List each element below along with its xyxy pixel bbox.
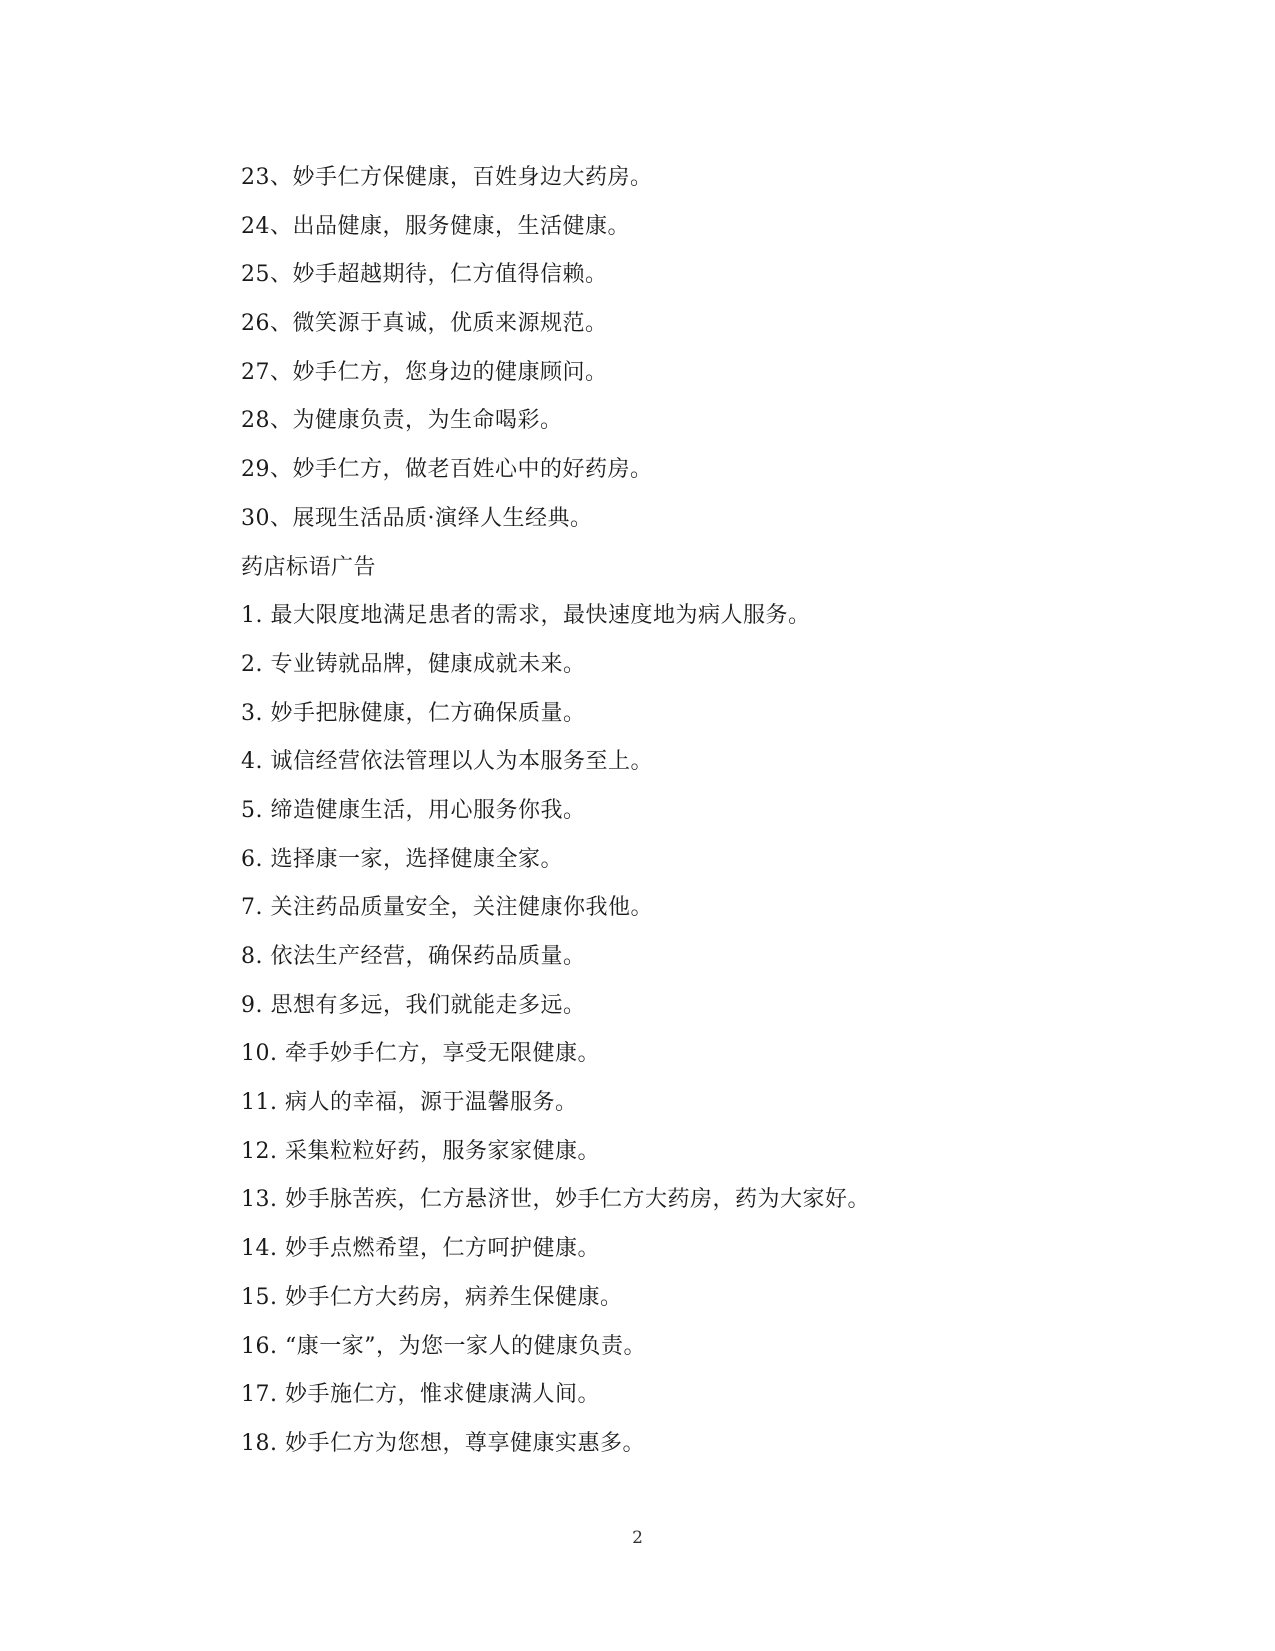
- text-line: 29、妙手仁方，做老百姓心中的好药房。: [241, 457, 653, 483]
- text-line: 7. 关注药品质量安全，关注健康你我他。: [241, 895, 653, 921]
- text-line: 27、妙手仁方，您身边的健康顾问。: [241, 359, 608, 385]
- text-line: 4. 诚信经营依法管理以人为本服务至上。: [241, 749, 653, 775]
- text-line: 5. 缔造健康生活，用心服务你我。: [241, 797, 586, 823]
- page-number: 2: [632, 1528, 643, 1548]
- text-line: 3. 妙手把脉健康，仁方确保质量。: [241, 700, 586, 726]
- text-line: 25、妙手超越期待，仁方值得信赖。: [241, 262, 608, 288]
- text-line: 23、妙手仁方保健康，百姓身边大药房。: [241, 165, 653, 190]
- text-line: 1. 最大限度地满足患者的需求，最快速度地为病人服务。: [241, 603, 811, 629]
- text-line: 17. 妙手施仁方，惟求健康满人间。: [241, 1382, 600, 1408]
- section-heading: 药店标语广告: [241, 554, 377, 580]
- text-line: 16. “康一家”，为您一家人的健康负责。: [241, 1333, 646, 1359]
- text-line: 6. 选择康一家，选择健康全家。: [241, 846, 563, 872]
- text-line: 24、出品健康，服务健康，生活健康。: [241, 213, 630, 239]
- text-line: 9. 思想有多远，我们就能走多远。: [241, 992, 586, 1018]
- text-line: 15. 妙手仁方大药房，病养生保健康。: [241, 1284, 623, 1310]
- document-body: [241, 154, 1201, 1469]
- text-line: 13. 妙手脉苦疾，仁方悬济世，妙手仁方大药房，药为大家好。: [241, 1187, 870, 1213]
- text-line: 28、为健康负责，为生命喝彩。: [241, 408, 563, 434]
- text-line: 12. 采集粒粒好药，服务家家健康。: [241, 1138, 600, 1164]
- text-line: 30、展现生活品质·演绎人生经典。: [241, 505, 593, 531]
- text-line: 14. 妙手点燃希望，仁方呵护健康。: [241, 1236, 600, 1262]
- text-line: 11. 病人的幸福，源于温馨服务。: [241, 1090, 578, 1116]
- text-line: 26、微笑源于真诚，优质来源规范。: [241, 311, 608, 337]
- text-line: 18. 妙手仁方为您想，尊享健康实惠多。: [241, 1430, 645, 1456]
- text-line: 2. 专业铸就品牌，健康成就未来。: [241, 651, 586, 677]
- text-line: 10. 牵手妙手仁方，享受无限健康。: [241, 1041, 600, 1067]
- text-line: 8. 依法生产经营，确保药品质量。: [241, 944, 586, 969]
